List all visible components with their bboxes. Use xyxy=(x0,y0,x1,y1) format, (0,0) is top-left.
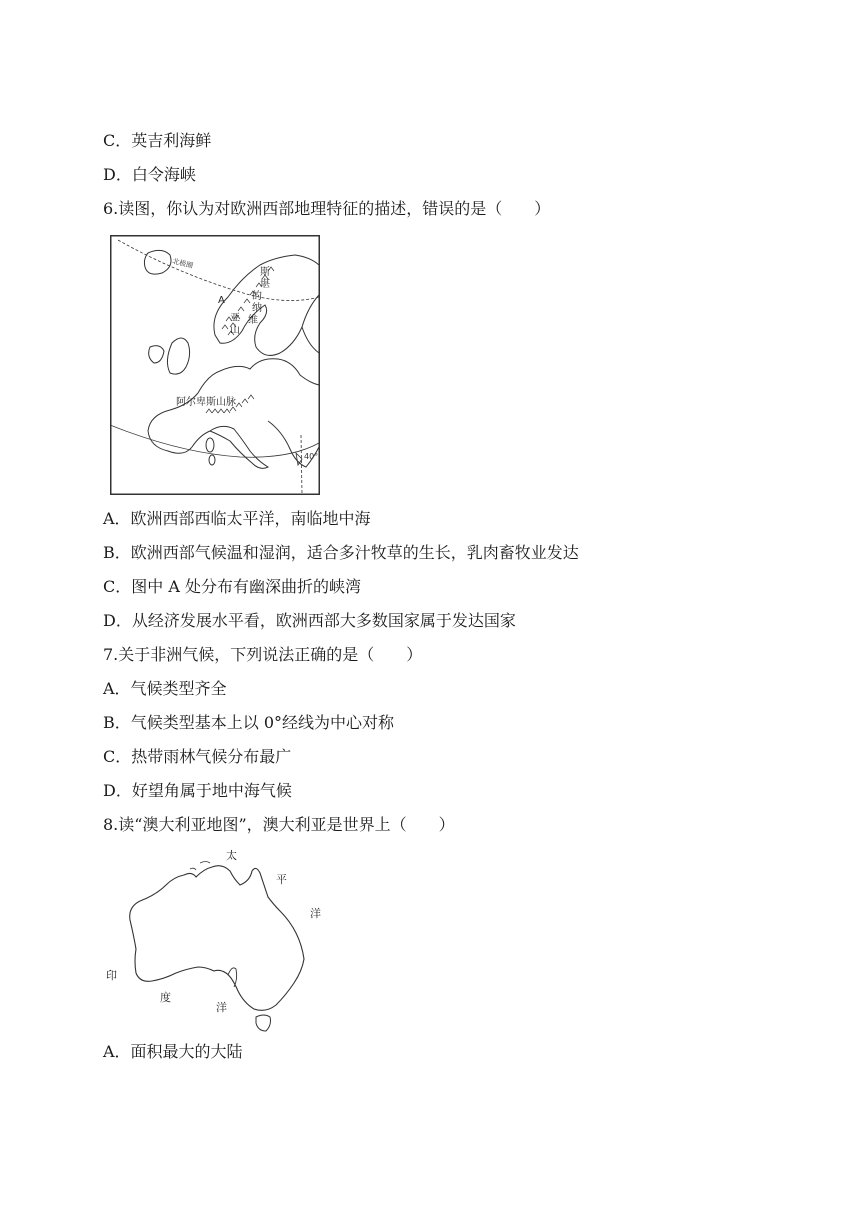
tasmania-outline xyxy=(256,1015,271,1031)
q6-option-d: D．从经济发展水平看，欧洲西部大多数国家属于发达国家 xyxy=(103,611,516,630)
svg-text:维: 维 xyxy=(248,315,258,326)
svg-text:堪: 堪 xyxy=(260,279,270,290)
q7-option-b: B．气候类型基本上以 0°经线为中心对称 xyxy=(103,713,395,732)
q8-stem: 8.读“澳大利亚地图”，澳大利亚是世界上（ ） xyxy=(103,815,455,834)
svg-text:洋: 洋 xyxy=(310,907,321,920)
pacific-ocean-label xyxy=(226,848,321,920)
australia-outline xyxy=(130,866,304,1011)
point-a-label: A xyxy=(218,295,225,306)
svg-text:纳: 纳 xyxy=(252,303,262,314)
q7-option-c: C．热带雨林气候分布最广 xyxy=(103,747,292,766)
indian-ocean-label xyxy=(106,969,227,1014)
svg-text:洋: 洋 xyxy=(216,1001,227,1014)
alps-label: 阿尔卑斯山脉 xyxy=(176,397,236,408)
arctic-circle-label: 北极圈 xyxy=(171,257,194,271)
q6-stem: 6.读图，你认为对欧洲西部地理特征的描述，错误的是（ ） xyxy=(103,199,551,218)
q5-option-c: C．英吉利海鲜 xyxy=(103,131,212,150)
q8-option-a: A．面积最大的大陆 xyxy=(103,1042,243,1061)
longitude-label: 40° xyxy=(304,452,319,461)
svg-text:印: 印 xyxy=(106,969,117,982)
q7-stem: 7.关于非洲气候，下列说法正确的是（ ） xyxy=(103,645,423,664)
q6-option-c: C．图中 A 处分布有幽深曲折的峡湾 xyxy=(103,577,361,596)
svg-text:亚: 亚 xyxy=(230,313,240,324)
q6-option-b: B．欧洲西部气候温和湿润，适合多汁牧草的生长，乳肉畜牧业发达 xyxy=(103,543,579,562)
australia-map xyxy=(100,845,330,1035)
svg-text:度: 度 xyxy=(160,991,171,1004)
svg-text:平: 平 xyxy=(276,873,287,886)
svg-text:山: 山 xyxy=(230,325,240,336)
svg-text:的: 的 xyxy=(252,291,262,302)
q7-option-d: D．好望角属于地中海气候 xyxy=(103,781,292,800)
q7-option-a: A．气候类型齐全 xyxy=(103,679,227,698)
map-frame xyxy=(111,236,320,495)
europe-map xyxy=(110,235,320,495)
q5-option-d: D．白令海峡 xyxy=(103,165,196,184)
svg-text:斯: 斯 xyxy=(260,267,270,278)
svg-text:太: 太 xyxy=(226,849,237,862)
q6-option-a: A．欧洲西部西临太平洋，南临地中海 xyxy=(103,509,371,528)
